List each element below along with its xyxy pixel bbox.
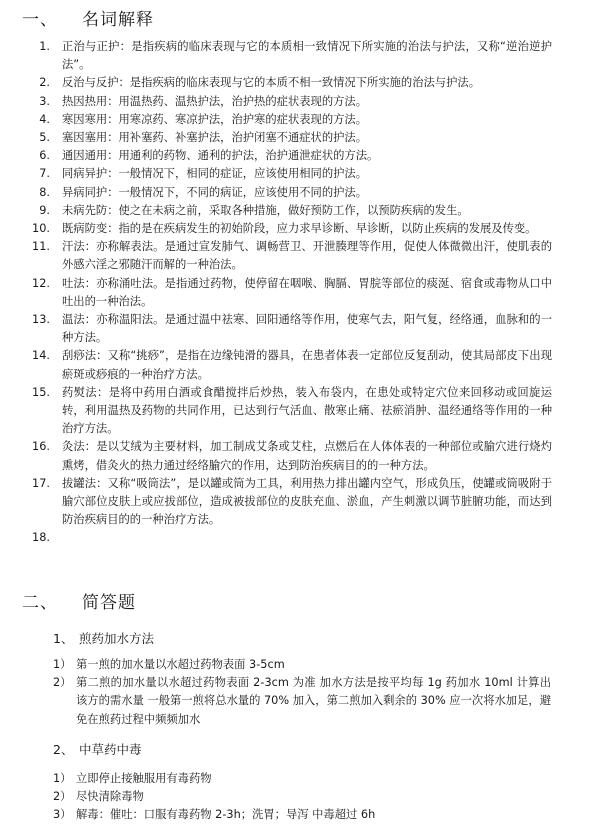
list-item bbox=[0, 220, 601, 238]
list-item bbox=[0, 74, 601, 92]
section-heading-short-answer bbox=[22, 590, 136, 616]
list-item bbox=[0, 275, 601, 311]
item-number: 6. bbox=[39, 149, 50, 163]
subheading-decoction-water bbox=[53, 629, 154, 649]
item-number: 4. bbox=[39, 112, 50, 126]
item-number: 18. bbox=[32, 531, 50, 545]
list-item bbox=[0, 770, 601, 788]
section-title: 名词解释 bbox=[82, 10, 154, 30]
list-item bbox=[0, 475, 601, 530]
item-text: 汗法：亦称解表法。是通过宣发肺气、调畅营卫、开泄腠理等作用，促使人体微微出汗，使肌表的外感六淫之邪随汗而解的一种治法。 bbox=[62, 240, 552, 272]
section-number: 二、 bbox=[22, 593, 58, 613]
item-number: 10. bbox=[32, 222, 50, 236]
item-number: 1） bbox=[53, 658, 72, 671]
item-text: 寒因寒用：用寒凉药、寒凉护法，治护寒的症状表现的方法。 bbox=[62, 112, 368, 126]
item-number: 16. bbox=[32, 440, 50, 454]
subheading-number: 2、 bbox=[53, 742, 74, 757]
list-item bbox=[0, 806, 601, 824]
item-text: 第二煎的加水量以水超过药物表面 2-3cm 为准 加水方法是按平均每 1g 药加水 10ml 计算出该方的需水量 一般第一煎将总水量的 70% 加入，第二煎加入剩余的 30% 应一次将水加足，避免在煎药过程中频频加水 bbox=[76, 676, 551, 726]
list-item bbox=[0, 38, 601, 74]
item-text: 热因热用：用温热药、温热护法，治护热的症状表现的方法。 bbox=[62, 94, 368, 108]
item-number: 5. bbox=[39, 131, 50, 145]
item-number: 2） bbox=[53, 790, 72, 804]
item-text: 异病同护：一般情况下，不同的病证，应该使用不同的护法。 bbox=[62, 185, 368, 199]
item-number: 9. bbox=[39, 203, 50, 217]
list-item bbox=[0, 438, 601, 474]
section-title: 简答题 bbox=[82, 593, 136, 613]
item-number: 8. bbox=[39, 185, 50, 199]
list-item bbox=[0, 788, 601, 806]
item-text bbox=[62, 529, 552, 547]
item-text: 药熨法：是将中药用白酒或食醋搅拌后炒热，装入布袋内，在患处或特定穴位来回移动或回旋运转，利用温热及药物的共同作用，已达到行气活血、散寒止痛、祛瘀消肿、温经通络等作用的一种治疗方法。 bbox=[62, 385, 552, 436]
list-item bbox=[0, 347, 601, 383]
poisoning-steps-list bbox=[0, 770, 601, 825]
list-item bbox=[0, 165, 601, 183]
subheading-herbal-poisoning bbox=[53, 740, 142, 760]
list-item bbox=[0, 656, 601, 674]
item-text: 通因通用：用通利的药物、通利的护法，治护通泄症状的方法。 bbox=[62, 149, 379, 163]
list-item bbox=[0, 129, 601, 147]
section-heading-terms bbox=[22, 7, 154, 33]
item-text: 既病防变：指的是在疾病发生的初始阶段，应力求早诊断、早诊断，以防止疾病的发展及传变。 bbox=[62, 222, 537, 236]
item-number: 7. bbox=[39, 167, 50, 181]
item-number: 12. bbox=[32, 276, 50, 290]
item-text: 温法：亦称温阳法。是通过温中祛寒、回阳通络等作用，使寒气去，阳气复，经络通，血脉和的一种方法。 bbox=[62, 313, 552, 345]
item-number: 17. bbox=[32, 476, 50, 490]
list-item bbox=[0, 529, 601, 547]
item-text: 吐法：亦称涌吐法。是指通过药物，使停留在咽喉、胸膈、胃脘等部位的痰涎、宿食或毒物从口中吐出的一种治法。 bbox=[62, 276, 552, 308]
item-number: 15. bbox=[32, 385, 50, 399]
subheading-title: 煎药加水方法 bbox=[79, 631, 155, 646]
section-number: 一、 bbox=[22, 10, 58, 30]
list-item bbox=[0, 184, 601, 202]
list-item bbox=[0, 202, 601, 220]
list-item bbox=[0, 111, 601, 129]
list-item bbox=[0, 147, 601, 165]
item-text: 反治与反护：是指疾病的临床表现与它的本质不相一致情况下所实施的治法与护法。 bbox=[62, 76, 480, 90]
item-text: 尽快清除毒物 bbox=[76, 790, 144, 804]
item-text: 立即停止接触服用有毒药物 bbox=[76, 772, 212, 785]
subheading-number: 1、 bbox=[53, 631, 74, 646]
list-item bbox=[0, 674, 601, 729]
decoction-steps-list bbox=[0, 656, 601, 729]
subheading-title: 中草药中毒 bbox=[79, 742, 142, 757]
item-number: 13. bbox=[32, 313, 50, 327]
item-text: 未病先防：使之在未病之前，采取各种措施，做好预防工作，以预防疾病的发生。 bbox=[62, 203, 469, 217]
item-text: 刮痧法：又称“挑痧”，是指在边缘钝滑的器具，在患者体表一定部位反复刮动，使其局部皮下出现瘀斑或痧痕的一种治疗方法。 bbox=[62, 349, 552, 381]
item-number: 2） bbox=[53, 676, 72, 690]
list-item bbox=[0, 238, 601, 274]
item-text: 同病异护：一般情况下，相同的症证，应该使用相同的护法。 bbox=[62, 167, 368, 181]
list-item bbox=[0, 311, 601, 347]
item-text: 灸法：是以艾绒为主要材料，加工制成艾条或艾柱，点燃后在人体体表的一种部位或腧穴进行烧灼熏烤，借灸火的热力通过经络腧穴的作用，达到防治疾病目的的一种方法。 bbox=[62, 440, 552, 472]
item-text: 塞因塞用：用补塞药、补塞护法，治护闭塞不通症状的护法。 bbox=[62, 131, 368, 145]
item-text: 拔罐法：又称“吸筒法”，是以罐或筒为工具，利用热力排出罐内空气，形成负压，使罐或筒吸附于腧穴部位皮肤上或应拔部位，造成被拔部位的皮肤充血、淤血，产生刺激以调节脏腑功能，而达到防治疾病目的的一种治疗方法。 bbox=[62, 476, 552, 527]
item-number: 3） bbox=[53, 808, 72, 822]
item-number: 14. bbox=[32, 349, 50, 363]
item-text: 解毒：催吐：口服有毒药物 2-3h；洗胃；导泻 中毒超过 6h bbox=[76, 808, 376, 822]
item-number: 11. bbox=[32, 240, 50, 254]
item-text: 第一煎的加水量以水超过药物表面 3-5cm bbox=[76, 658, 285, 671]
item-number: 2. bbox=[39, 76, 50, 90]
definition-list bbox=[0, 38, 601, 548]
item-number: 1. bbox=[39, 40, 50, 53]
list-item bbox=[0, 384, 601, 439]
item-number: 3. bbox=[39, 94, 50, 108]
list-item bbox=[0, 93, 601, 111]
item-text: 正治与正护：是指疾病的临床表现与它的本质相一致情况下所实施的治法与护法，又称“逆治逆护法”。 bbox=[62, 40, 552, 72]
item-number: 1） bbox=[53, 772, 72, 785]
